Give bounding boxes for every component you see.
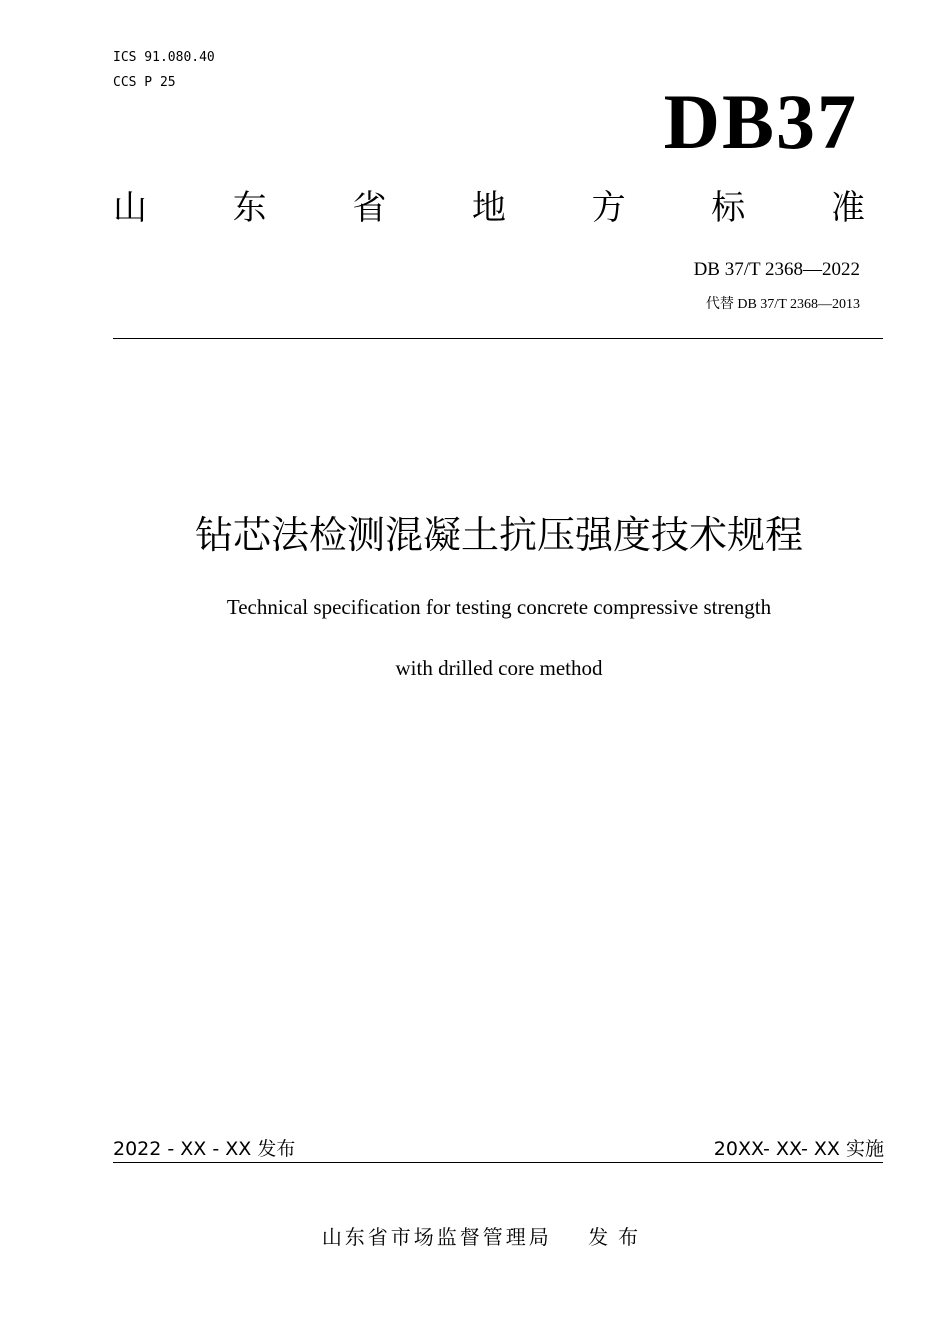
implementation-date: 20XX- XX- XX 实施 [713,1138,884,1160]
footer-divider [113,1162,883,1163]
ics-code: ICS 91.080.40 [113,50,215,65]
document-title-english-line1: Technical specification for testing concrete compressive strength [226,595,772,619]
standard-number: DB 37/T 2368—2022 [693,259,860,280]
issuer-action: 发布 [588,1225,649,1249]
document-title-chinese: 钻芯法检测混凝土抗压强度技术规程 [194,513,803,557]
issuer-line [0,1222,950,1252]
standard-type-char: 地 [471,188,506,228]
issue-date: 2022 - XX - XX 发布 [113,1138,296,1160]
issuer-name: 山东省市场监督管理局 [321,1225,552,1249]
ccs-code: CCS P 25 [113,75,176,90]
standard-type-char: 山 [113,188,147,228]
standard-type-char: 标 [711,188,746,228]
header-divider [113,338,883,339]
standard-type-char: 方 [591,188,626,228]
standard-logo: DB37 [663,78,858,165]
standard-type-char: 东 [232,188,267,228]
standard-type-char: 准 [830,188,865,228]
replaces-standard: 代替 DB 37/T 2368—2013 [705,297,860,312]
standard-type-char: 省 [352,188,387,228]
document-title-english-line2: with drilled core method [395,656,603,680]
standard-type [113,185,865,231]
